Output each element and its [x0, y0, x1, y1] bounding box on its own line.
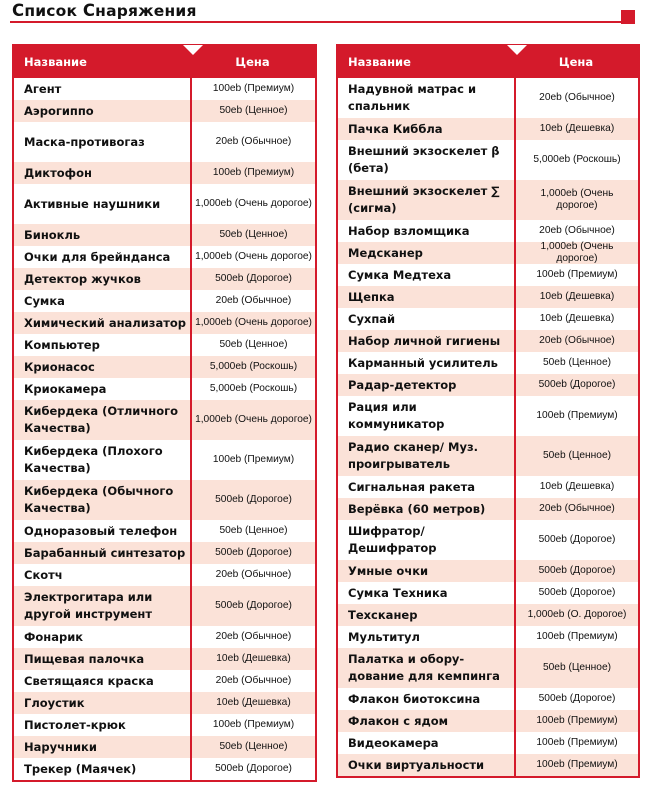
table-row: [14, 736, 315, 758]
table-row: [338, 582, 638, 604]
table-row: [14, 122, 315, 162]
item-name: Крионасос: [24, 359, 95, 374]
item-name: Видеокамера: [348, 735, 439, 750]
table-row: [338, 140, 638, 180]
table-row: [338, 498, 638, 520]
table-row: [338, 264, 638, 286]
title-part-1: писок: [24, 2, 83, 20]
item-price: 100eb (Премиум): [190, 714, 315, 736]
item-price: 100eb (Премиум): [190, 78, 315, 100]
item-price: 1,000eb (Очень дорогое): [190, 312, 315, 334]
item-name: Фонарик: [24, 629, 84, 644]
item-price: 10eb (Дешевка): [190, 648, 315, 670]
item-price: 500eb (Дорогое): [190, 758, 315, 780]
item-name: Криокамера: [24, 381, 107, 396]
item-name: Детектор жучков: [24, 271, 141, 286]
item-name: Наручники: [24, 739, 97, 754]
item-name: Бинокль: [24, 227, 81, 242]
item-name: Активные наушники: [24, 196, 161, 211]
table-row: [338, 78, 638, 118]
item-price: 100eb (Премиум): [514, 264, 638, 286]
item-name: Медсканер: [348, 245, 423, 260]
item-price: 100eb (Премиум): [190, 162, 315, 184]
table-body: [338, 78, 638, 776]
item-name: Внешний экзоскелет ∑ (сигма): [348, 184, 500, 215]
table-row: [14, 670, 315, 692]
table-row: [14, 100, 315, 122]
item-price: 100eb (Премиум): [514, 732, 638, 754]
table-row: [14, 356, 315, 378]
item-price: 50eb (Ценное): [190, 224, 315, 246]
item-price: 1,000eb (Очень дорогое): [190, 400, 315, 440]
item-price: 500eb (Дорогое): [514, 374, 638, 396]
item-price: 500eb (Дорогое): [514, 520, 638, 560]
table-row: [14, 184, 315, 224]
table-row: [338, 330, 638, 352]
table-row: [338, 180, 638, 220]
title-underline: [10, 21, 622, 23]
item-name: Агент: [24, 81, 62, 96]
table-row: [338, 648, 638, 688]
title-initial-2: С: [82, 1, 96, 20]
item-price: 20eb (Обычное): [514, 220, 638, 242]
equipment-table-right: [336, 44, 640, 778]
item-price: 50eb (Ценное): [190, 100, 315, 122]
item-price: 10eb (Дешевка): [514, 476, 638, 498]
table-row: [14, 714, 315, 736]
item-price: 5,000eb (Роскошь): [190, 356, 315, 378]
item-name: Щепка: [348, 289, 395, 304]
item-name: Набор личной гигиены: [348, 333, 501, 348]
item-name: Умные очки: [348, 563, 429, 578]
item-price: 20eb (Обычное): [190, 670, 315, 692]
item-price: 50eb (Ценное): [190, 334, 315, 356]
item-name: Пачка Киббла: [348, 121, 443, 136]
item-name: Кибердека (Обычного Качества): [24, 484, 174, 515]
table-row: [14, 334, 315, 356]
column-header-price: Цена: [235, 55, 270, 69]
table-row: [338, 308, 638, 330]
item-price: 5,000eb (Роскошь): [190, 378, 315, 400]
table-row: [338, 436, 638, 476]
item-price: 500eb (Дорогое): [190, 480, 315, 520]
item-name: Карманный усилитель: [348, 355, 498, 370]
item-name: Флакон биотоксина: [348, 691, 481, 706]
item-name: Шифратор/ Дешифратор: [348, 524, 437, 555]
table-row: [14, 758, 315, 780]
item-name: Барабанный синтезатор: [24, 545, 186, 560]
table-row: [338, 374, 638, 396]
item-price: 10eb (Дешевка): [514, 286, 638, 308]
item-price: 50eb (Ценное): [190, 736, 315, 758]
column-header-name: Название: [348, 55, 411, 69]
table-row: [14, 162, 315, 184]
table-row: [338, 688, 638, 710]
table-row: [14, 586, 315, 626]
table-row: [14, 268, 315, 290]
item-price: 20eb (Обычное): [190, 290, 315, 312]
item-price: 50eb (Ценное): [190, 520, 315, 542]
item-price: 500eb (Дорогое): [514, 560, 638, 582]
item-name: Техсканер: [348, 607, 418, 622]
item-name: Сухпай: [348, 311, 396, 326]
title-square-decoration: [621, 10, 635, 24]
item-price: 10eb (Дешевка): [514, 118, 638, 140]
item-name: Кибердека (Плохого Качества): [24, 444, 163, 475]
table-row: [14, 692, 315, 714]
table-row: [338, 560, 638, 582]
title-part-2: наряжения: [95, 2, 197, 20]
item-name: Скотч: [24, 567, 63, 582]
item-price: 20eb (Обычное): [190, 564, 315, 586]
item-name: Набор взломщика: [348, 223, 470, 238]
table-row: [338, 626, 638, 648]
table-row: [14, 520, 315, 542]
item-name: Флакон с ядом: [348, 713, 449, 728]
item-price: 500eb (Дорогое): [190, 268, 315, 290]
item-price: 500eb (Дорогое): [190, 542, 315, 564]
item-price: 20eb (Обычное): [190, 626, 315, 648]
header-notch: [183, 45, 203, 55]
column-header-price: Цена: [558, 55, 594, 69]
table-row: [338, 220, 638, 242]
item-name: Сумка: [24, 293, 65, 308]
item-price: 1,000eb (Очень дорогое): [190, 246, 315, 268]
item-price: 1,000eb (О. Дорогое): [514, 604, 638, 626]
item-price: 20eb (Обычное): [514, 330, 638, 352]
item-price: 50eb (Ценное): [514, 352, 638, 374]
table-row: [338, 476, 638, 498]
item-name: Мультитул: [348, 629, 420, 644]
item-price: 500eb (Дорогое): [514, 688, 638, 710]
header-notch: [507, 45, 527, 55]
item-price: 1,000eb (Очень дорогое): [514, 180, 638, 220]
table-header: [338, 46, 638, 78]
item-price: 5,000eb (Роскошь): [514, 140, 638, 180]
table-row: [338, 242, 638, 264]
item-name: Радио сканер/ Муз. проигрыватель: [348, 440, 478, 471]
item-price: 20eb (Обычное): [190, 122, 315, 162]
page-title: [12, 1, 197, 20]
table-header: [14, 46, 315, 78]
item-price: 500eb (Дорогое): [190, 586, 315, 626]
item-name: Верёвка (60 метров): [348, 501, 486, 516]
item-name: Пищевая палочка: [24, 651, 145, 666]
table-row: [338, 118, 638, 140]
item-price: 100eb (Премиум): [514, 396, 638, 436]
item-price: 50eb (Ценное): [514, 648, 638, 688]
table-body: [14, 78, 315, 780]
item-price: 100eb (Премиум): [514, 710, 638, 732]
item-name: Очки виртуальности: [348, 757, 485, 772]
item-price: 50eb (Ценное): [514, 436, 638, 476]
item-price: 10eb (Дешевка): [190, 692, 315, 714]
table-row: [338, 286, 638, 308]
item-name: Кибердека (Отличного Качества): [24, 404, 179, 435]
table-row: [14, 626, 315, 648]
table-row: [14, 542, 315, 564]
table-row: [338, 396, 638, 436]
item-name: Очки для брейнданса: [24, 249, 171, 264]
item-name: Компьютер: [24, 337, 100, 352]
item-name: Палатка и обору- дование для кемпинга: [348, 652, 500, 683]
item-name: Сумка Медтеха: [348, 267, 452, 282]
table-row: [14, 224, 315, 246]
item-name: Диктофон: [24, 165, 92, 180]
table-row: [14, 290, 315, 312]
item-price: 100eb (Премиум): [514, 626, 638, 648]
table-row: [14, 480, 315, 520]
item-name: Сумка Техника: [348, 585, 448, 600]
item-name: Светящаяся краска: [24, 673, 154, 688]
item-name: Химический анализатор: [24, 315, 187, 330]
item-price: 500eb (Дорогое): [514, 582, 638, 604]
item-price: 20eb (Обычное): [514, 498, 638, 520]
table-row: [14, 648, 315, 670]
table-row: [14, 440, 315, 480]
item-price: 100eb (Премиум): [190, 440, 315, 480]
table-row: [14, 400, 315, 440]
item-name: Одноразовый телефон: [24, 523, 178, 538]
item-price: 1,000eb (Очень дорогое): [190, 184, 315, 224]
item-price: 20eb (Обычное): [514, 78, 638, 118]
table-row: [338, 754, 638, 776]
item-name: Маска-противогаз: [24, 134, 145, 149]
equipment-table-left: [12, 44, 317, 782]
table-row: [14, 564, 315, 586]
table-row: [14, 246, 315, 268]
item-name: Радар-детектор: [348, 377, 457, 392]
item-name: Электрогитара или другой инструмент: [24, 590, 153, 621]
title-initial-1: С: [12, 1, 25, 20]
table-row: [338, 604, 638, 626]
item-price: 100eb (Премиум): [514, 754, 638, 776]
table-row: [338, 732, 638, 754]
item-name: Надувной матрас и спальник: [348, 82, 477, 113]
table-row: [338, 520, 638, 560]
table-row: [14, 378, 315, 400]
item-name: Глоустик: [24, 695, 85, 710]
item-name: Рация или коммуникатор: [348, 400, 445, 431]
item-name: Трекер (Маячек): [24, 761, 137, 776]
item-price: 10eb (Дешевка): [514, 308, 638, 330]
table-row: [14, 78, 315, 100]
item-name: Внешний экзоскелет β (бета): [348, 144, 500, 175]
table-row: [338, 710, 638, 732]
column-header-name: Название: [24, 55, 87, 69]
table-row: [338, 352, 638, 374]
table-row: [14, 312, 315, 334]
item-name: Сигнальная ракета: [348, 479, 476, 494]
item-price: 1,000eb (Очень дорогое): [514, 242, 638, 264]
item-name: Аэрогиппо: [24, 103, 94, 118]
item-name: Пистолет-крюк: [24, 717, 126, 732]
